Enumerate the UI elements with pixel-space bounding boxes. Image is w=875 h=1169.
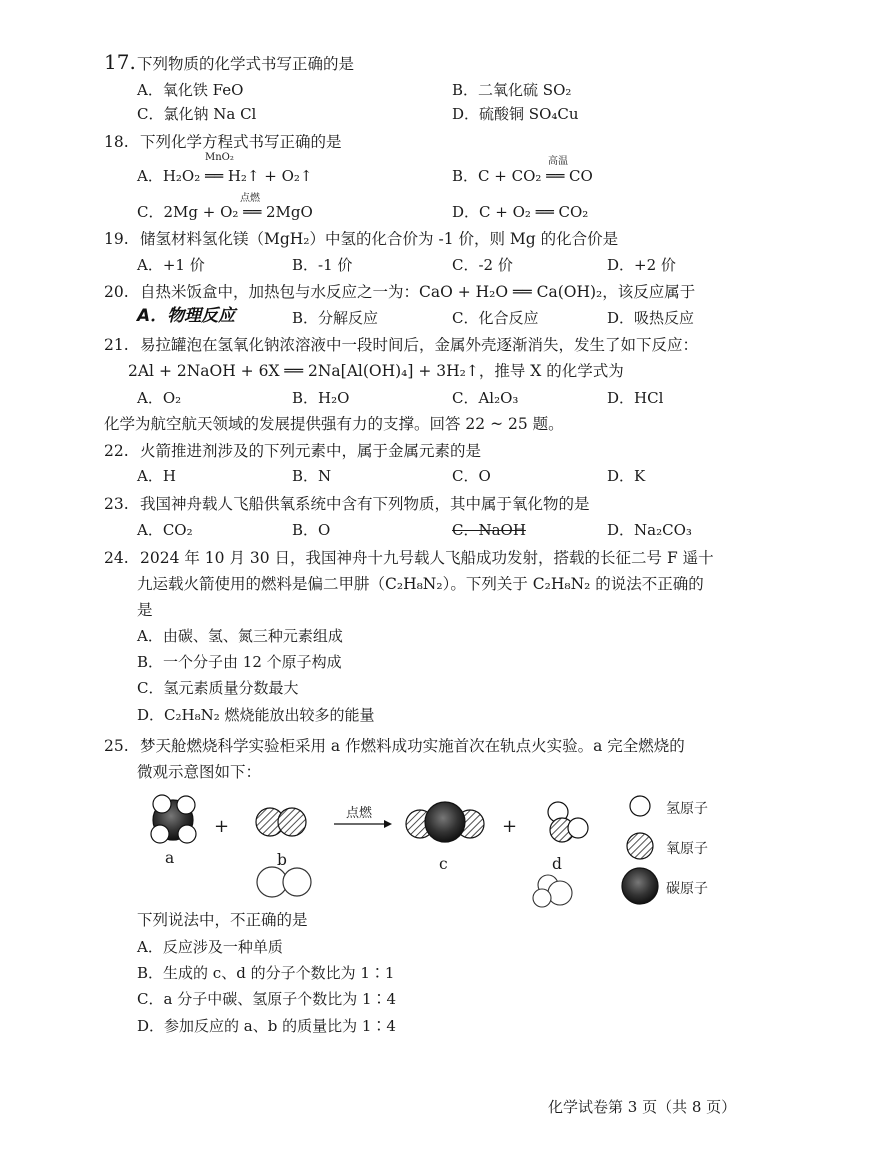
q21-number: 21. [104,336,129,354]
q18-number: 18. [104,133,129,151]
arrow-condition: 点燃 [346,806,373,821]
q25-stem-line1: 梦天舱燃烧科学实验柜采用 a 作燃料成功实施首次在轨点火实验。a 完全燃烧的 [140,737,685,755]
q17-number: 17. [104,50,136,74]
q18-c-condition: 点燃 [240,193,260,204]
q25-option-a: A．反应涉及一种单质 [137,938,283,956]
q22-option-b: B．N [292,467,332,485]
q24-option-d: D．C₂H₈N₂ 燃烧能放出较多的能量 [137,706,375,724]
q22-number: 22. [104,442,129,460]
q22-stem: 火箭推进剂涉及的下列元素中，属于金属元素的是 [140,442,482,460]
q21-option-c: C．Al₂O₃ [452,389,519,407]
q19-option-d: D．+2 价 [607,256,676,274]
q20-option-c: C．化合反应 [452,309,539,327]
q19-stem: 储氢材料氢化镁（MgH₂）中氢的化合价为 -1 价，则 Mg 的化合价是 [140,230,619,248]
q20-stem: 自热米饭盒中，加热包与水反应之一为：CaO + H₂O ══ Ca(OH)₂，该反应属于 [140,283,696,301]
q21-option-d: D．HCl [607,389,664,407]
label-c: c [439,855,448,873]
molecule-c [406,802,484,842]
q24-stem-line2: 九运载火箭使用的燃料是偏二甲肼（C₂H₈N₂）。下列关于 C₂H₈N₂ 的说法不正确的 [137,575,704,593]
q21-equation: 2Al + 2NaOH + 6X ══ 2Na[Al(OH)₄] + 3H₂↑，推导 X 的化学式为 [128,362,624,380]
label-a: a [165,849,175,867]
q25-stem-line2: 微观示意图如下： [137,763,262,781]
q25-option-d: D．参加反应的 a、b 的质量比为 1∶4 [137,1017,396,1035]
legend-symbols [622,796,658,904]
q18-b-condition: 高温 [548,156,568,167]
q19-option-a: A．+1 价 [137,256,205,274]
q18-stem: 下列化学方程式书写正确的是 [140,133,342,151]
q21-option-b: B．H₂O [292,389,350,407]
q18-a-condition: MnO₂ [205,152,234,163]
label-b: b [277,851,287,869]
q17-stem: 下列物质的化学式书写正确的是 [137,55,355,73]
q18-option-d: D．C + O₂ ══ CO₂ [452,203,589,221]
q21-stem: 易拉罐泡在氢氧化钠浓溶液中一段时间后，金属外壳逐渐消失，发生了如下反应： [140,336,699,354]
q24-option-c: C．氢元素质量分数最大 [137,679,299,697]
q17-option-d: D．硫酸铜 SO₄Cu [452,105,579,123]
q19-number: 19. [104,230,129,248]
q25-question: 下列说法中，不正确的是 [137,911,308,929]
q25-option-b: B．生成的 c、d 的分子个数比为 1∶1 [137,964,395,982]
section-intro: 化学为航空航天领域的发展提供强有力的支撑。回答 22 ~ 25 题。 [104,415,564,433]
q24-option-b: B．一个分子由 12 个原子构成 [137,653,342,671]
q25-number: 25. [104,737,129,755]
q23-option-c: C．NaOH [452,521,526,539]
q23-number: 23. [104,495,129,513]
q20-option-a: A．物理反应 [137,306,236,326]
q23-option-b: B．O [292,521,331,539]
q22-option-a: A．H [137,467,176,485]
q23-option-d: D．Na₂CO₃ [607,521,692,539]
q19-option-b: B．-1 价 [292,256,353,274]
page-footer: 化学试卷第 3 页（共 8 页） [548,1098,737,1116]
q18-option-a: A．H₂O₂ ══ H₂↑ + O₂↑ [137,167,313,185]
label-d: d [552,855,562,873]
legend-oxygen: 氧原子 [666,841,708,857]
q19-option-c: C．-2 价 [452,256,513,274]
q23-option-a: A．CO₂ [137,521,193,539]
q18-option-c: C．2Mg + O₂ ══ 2MgO [137,203,313,221]
q23-stem: 我国神舟载人飞船供氧系统中含有下列物质，其中属于氧化物的是 [140,495,590,513]
q20-option-b: B．分解反应 [292,309,379,327]
q22-option-d: D．K [607,467,646,485]
q24-option-a: A．由碳、氢、氮三种元素组成 [137,627,343,645]
legend-hydrogen: 氢原子 [666,801,708,817]
q24-number: 24. [104,549,129,567]
q17-option-a: A．氧化铁 FeO [137,81,244,99]
q17-option-c: C．氯化钠 Na Cl [137,105,257,123]
q17-option-b: B．二氧化硫 SO₂ [452,81,572,99]
plus-sign-1: + [214,816,230,837]
q24-stem-line1: 2024 年 10 月 30 日，我国神舟十九号载人飞船成功发射，搭载的长征二号 F 遥十 [140,549,714,567]
legend-carbon: 碳原子 [666,881,708,897]
q25-option-c: C．a 分子中碳、氢原子个数比为 1∶4 [137,990,397,1008]
q20-number: 20. [104,283,129,301]
q18-option-b: B．C + CO₂ ══ CO [452,167,593,185]
molecule-a [151,795,196,843]
plus-sign-2: + [502,816,518,837]
q24-stem-line3: 是 [137,601,153,619]
q21-option-a: A．O₂ [137,389,182,407]
q20-option-d: D．吸热反应 [607,309,695,327]
q22-option-c: C．O [452,467,491,485]
